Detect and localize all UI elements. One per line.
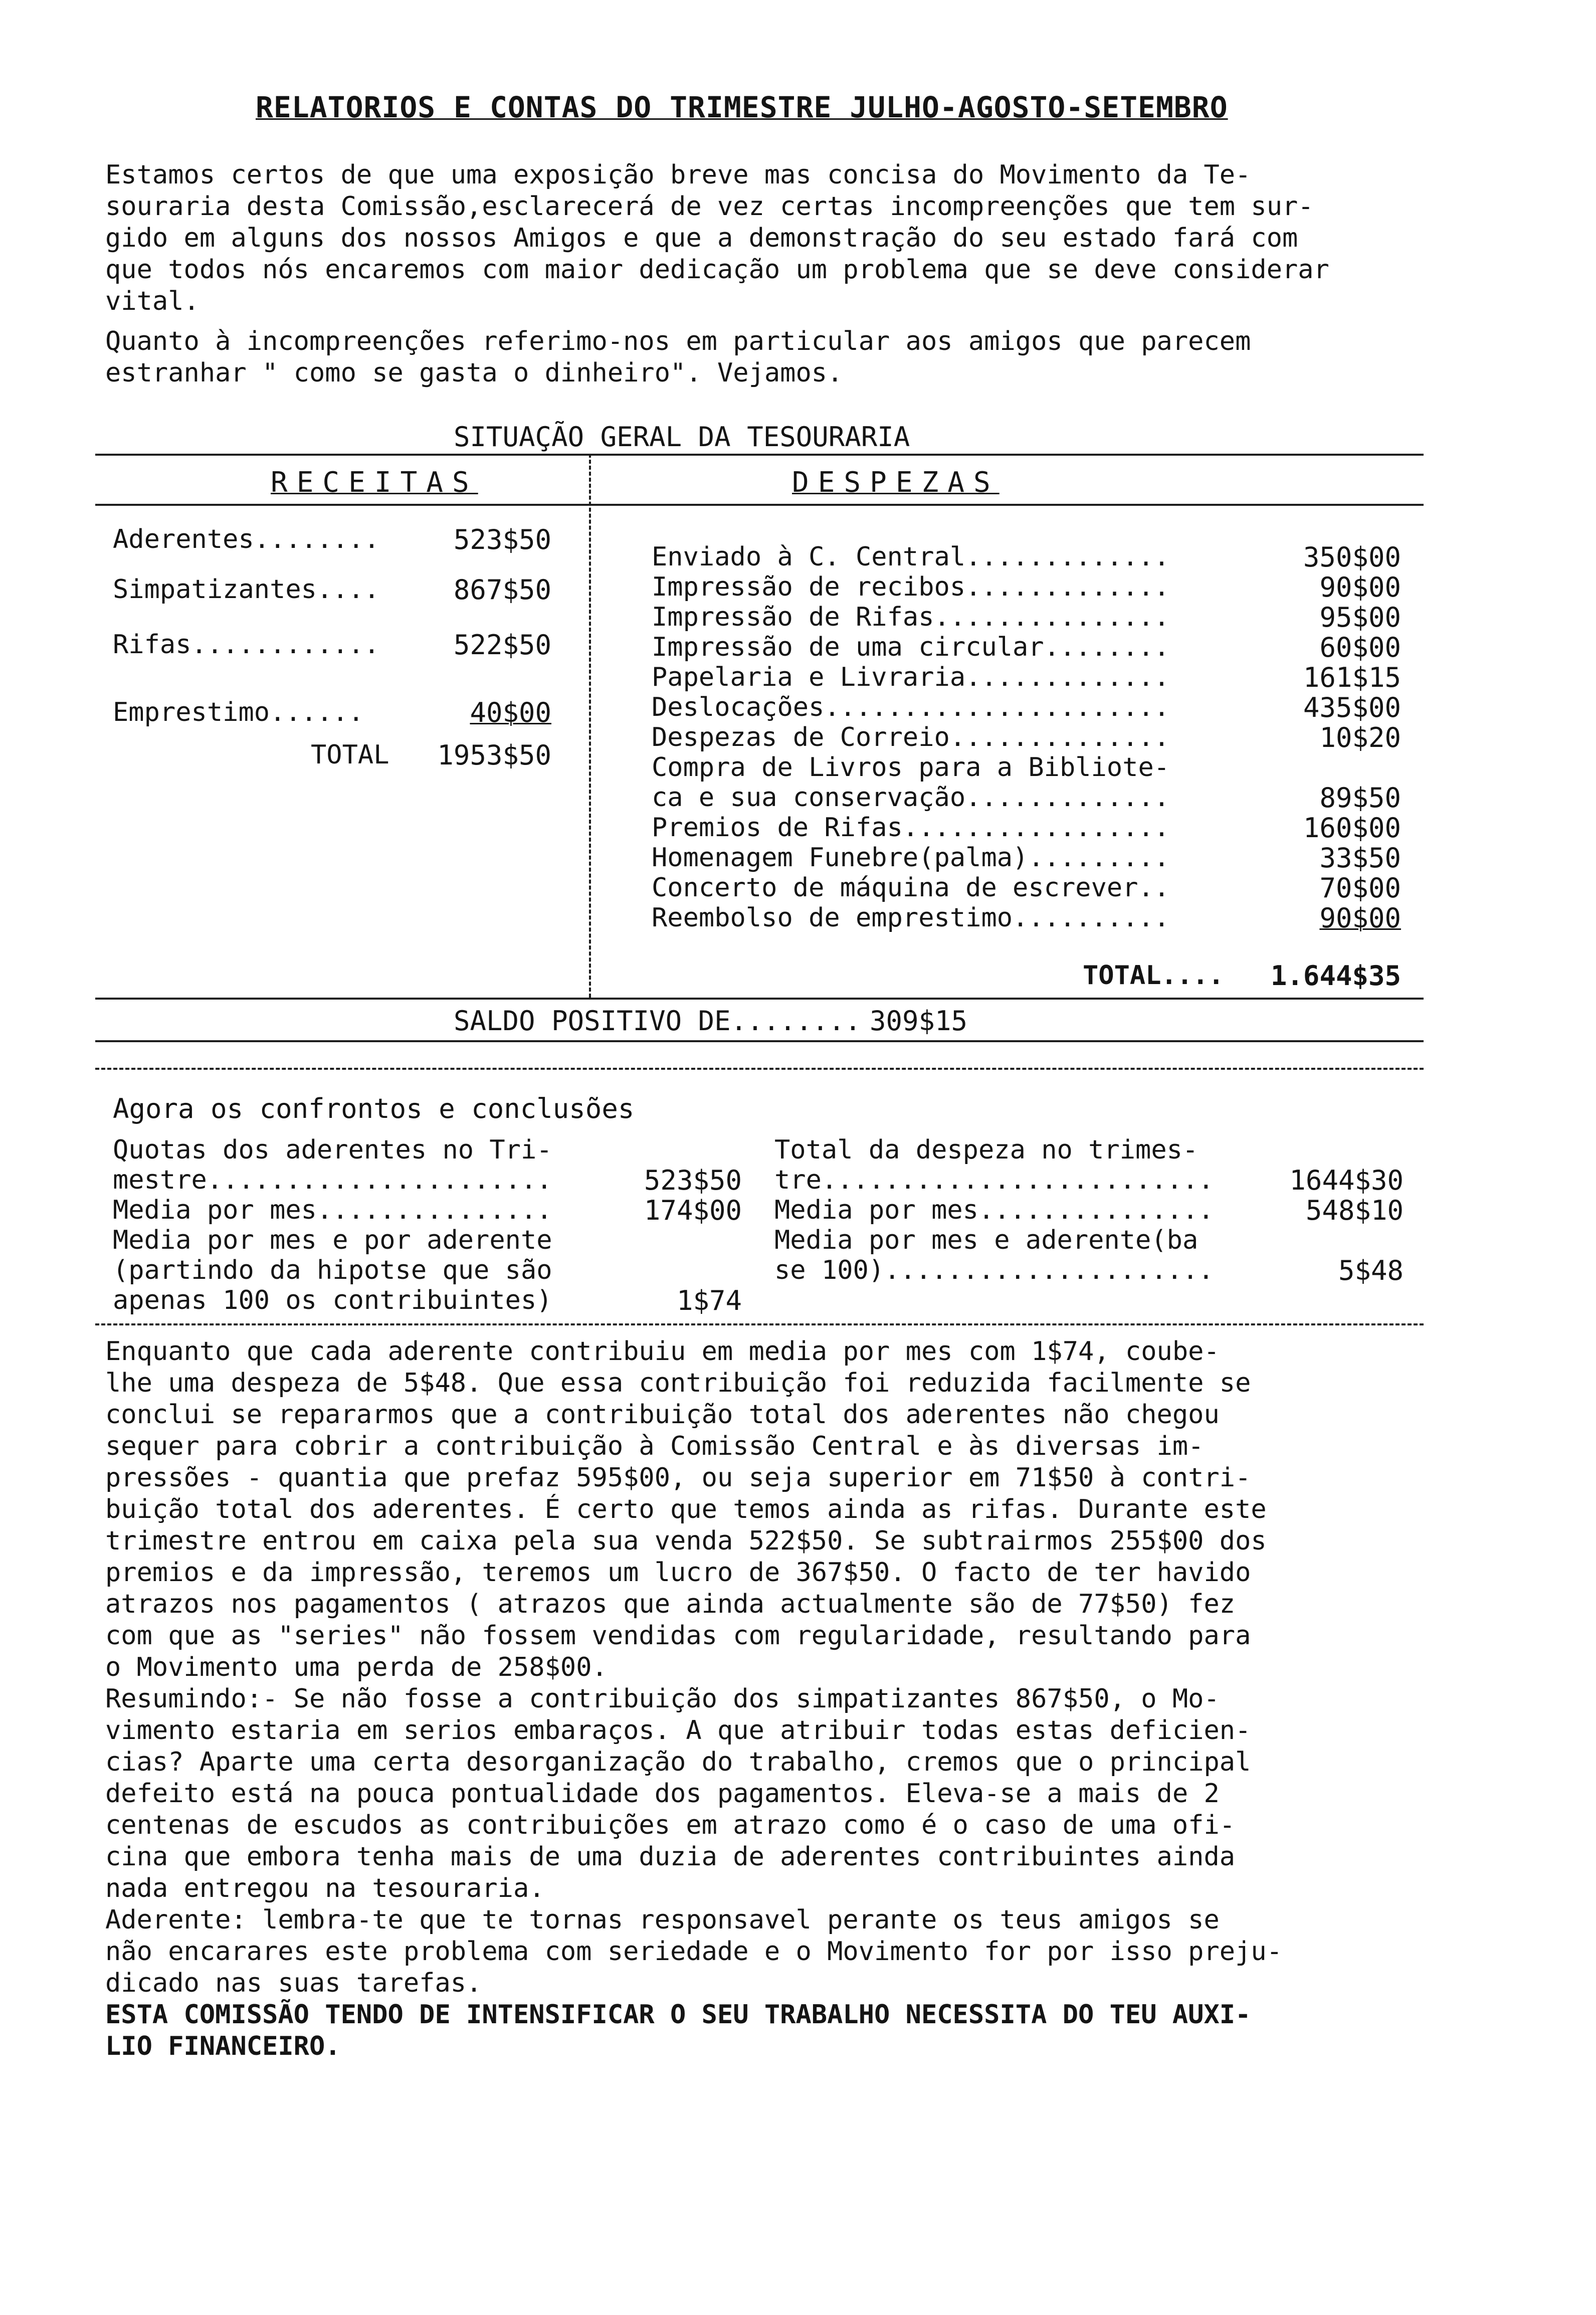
body-line: Enquanto que cada aderente contribuiu em media por mes com 1$74, coube-	[105, 1336, 1220, 1367]
receita-value: 867$50	[453, 574, 551, 606]
conclusion-right-value: 5$48	[1338, 1255, 1404, 1286]
saldo-rule	[95, 1040, 1424, 1042]
intro-line: estranhar " como se gasta o dinheiro". Vejamos.	[105, 358, 843, 388]
conclusions-dashed-rule	[95, 1323, 1424, 1325]
body-line: cias? Aparte uma certa desorganização do trabalho, cremos que o principal	[105, 1747, 1251, 1777]
body-line: Resumindo:- Se não fosse a contribuição dos simpatizantes 867$50, o Mo-	[105, 1684, 1220, 1714]
saldo-value: 309$15	[870, 1005, 968, 1037]
despeza-label: Enviado à C. Central.............	[652, 542, 1170, 572]
body-line: centenas de escudos as contribuições em atrazo como é o caso de uma ofi-	[105, 1810, 1236, 1840]
conclusion-right-value: 1644$30	[1289, 1165, 1404, 1196]
receitas-total-label: TOTAL	[311, 740, 389, 770]
despeza-value: 70$00	[1319, 872, 1401, 904]
intro-line: que todos nós encaremos com maior dedicação um problema que se deve considerar	[105, 255, 1329, 285]
conclusion-right-label: Total da despeza no trimes-	[774, 1135, 1199, 1165]
table-divider	[589, 454, 591, 998]
despeza-value: 89$50	[1319, 782, 1401, 814]
despeza-label: Compra de Livros para a Bibliote-	[652, 752, 1170, 783]
intro-line: Estamos certos de que uma exposição breve mas concisa do Movimento da Te-	[105, 160, 1251, 190]
body-line: Aderente: lembra-te que te tornas responsavel perante os teus amigos se	[105, 1905, 1220, 1935]
table-header-rule	[95, 504, 1424, 506]
receita-label: Simpatizantes....	[113, 574, 380, 605]
conclusion-left-label: Quotas dos aderentes no Tri-	[113, 1135, 552, 1165]
despeza-value: 10$20	[1319, 722, 1401, 753]
despeza-label: Impressão de Rifas...............	[652, 602, 1170, 632]
despeza-label: Impressão de recibos.............	[652, 572, 1170, 602]
despeza-label: Homenagem Funebre(palma).........	[652, 843, 1170, 873]
body-line: lhe uma despeza de 5$48. Que essa contribuição foi reduzida facilmente se	[105, 1368, 1251, 1398]
conclusion-right-label: se 100).....................	[774, 1255, 1214, 1285]
closing-line: LIO FINANCEIRO.	[105, 2031, 341, 2061]
conclusion-right-label: Media por mes e aderente(ba	[774, 1225, 1199, 1255]
body-line: trimestre entrou em caixa pela sua venda 522$50. Se subtrairmos 255$00 dos	[105, 1526, 1267, 1556]
conclusion-left-value: 174$00	[644, 1195, 742, 1226]
body-line: o Movimento uma perda de 258$00.	[105, 1652, 608, 1682]
despeza-value: 90$00	[1319, 571, 1401, 603]
conclusion-left-label: Media por mes e por aderente	[113, 1225, 552, 1255]
conclusion-left-label: apenas 100 os contribuintes)	[113, 1285, 552, 1315]
intro-line: Quanto à incompreenções referimo-nos em particular aos amigos que parecem	[105, 326, 1251, 356]
intro-line: souraria desta Comissão,esclarecerá de vez certas incompreenções que tem sur-	[105, 191, 1314, 222]
despeza-value: 90$00	[1319, 902, 1401, 934]
body-line: não encarares este problema com seriedade e o Movimento for por isso preju-	[105, 1937, 1282, 1967]
body-line: premios e da impressão, teremos um lucro de 367$50. O facto de ter havido	[105, 1558, 1251, 1588]
body-line: cina que embora tenha mais de uma duzia de aderentes contribuintes ainda	[105, 1842, 1236, 1872]
despeza-value: 350$00	[1303, 541, 1401, 573]
despezas-total: 1.644$35	[1270, 960, 1401, 992]
conclusion-right-label: Media por mes...............	[774, 1195, 1214, 1225]
despezas-total-label: TOTAL....	[1083, 960, 1224, 991]
receita-value: 523$50	[453, 524, 551, 555]
despeza-label: Concerto de máquina de escrever..	[652, 873, 1170, 903]
conclusion-right-label: tre.........................	[774, 1165, 1214, 1195]
despeza-value: 435$00	[1303, 692, 1401, 723]
conclusion-left-value: 1$74	[676, 1285, 742, 1316]
conclusion-left-label: mestre......................	[113, 1165, 552, 1195]
receita-label: Rifas............	[113, 630, 380, 660]
body-line: com que as "series" não fossem vendidas com regularidade, resultando para	[105, 1621, 1251, 1651]
receita-label: Aderentes........	[113, 524, 380, 554]
conclusion-left-label: (partindo da hipotse que são	[113, 1255, 552, 1285]
page-title: RELATORIOS E CONTAS DO TRIMESTRE JULHO-AGOSTO-SETEMBRO	[256, 90, 1228, 124]
receitas-header: RECEITAS	[271, 466, 478, 499]
intro-line: gido em alguns dos nossos Amigos e que a demonstração do seu estado fará com	[105, 223, 1298, 253]
despeza-label: Despezas de Correio..............	[652, 722, 1170, 752]
despeza-label: Reembolso de emprestimo..........	[652, 903, 1170, 933]
body-line: defeito está na pouca pontualidade dos pagamentos. Eleva-se a mais de 2	[105, 1779, 1220, 1809]
conclusion-left-label: Media por mes...............	[113, 1195, 552, 1225]
despeza-value: 33$50	[1319, 842, 1401, 874]
saldo-label: SALDO POSITIVO DE........	[454, 1005, 861, 1037]
body-line: pressões - quantia que prefaz 595$00, ou seja superior em 71$50 à contri-	[105, 1463, 1251, 1493]
body-line: dicado nas suas tarefas.	[105, 1968, 482, 1998]
despeza-value: 95$00	[1319, 602, 1401, 633]
conclusion-left-value: 523$50	[644, 1165, 742, 1196]
body-line: conclui se repararmos que a contribuição total dos aderentes não chegou	[105, 1400, 1220, 1430]
receitas-total: 1953$50	[437, 739, 551, 771]
despeza-label: ca e sua conservação.............	[652, 783, 1170, 813]
conclusion-right-value: 548$10	[1305, 1195, 1404, 1226]
despeza-label: Deslocações......................	[652, 692, 1170, 722]
receita-value: 522$50	[453, 629, 551, 661]
body-line: sequer para cobrir a contribuição à Comissão Central e às diversas im-	[105, 1431, 1204, 1461]
body-line: buição total dos aderentes. É certo que temos ainda as rifas. Durante este	[105, 1494, 1267, 1524]
closing-line: ESTA COMISSÃO TENDO DE INTENSIFICAR O SEU TRABALHO NECESSITA DO TEU AUXI-	[105, 2000, 1251, 2030]
despezas-header: DESPEZAS	[792, 466, 1000, 499]
despeza-label: Premios de Rifas.................	[652, 813, 1170, 843]
body-line: atrazos nos pagamentos ( atrazos que ainda actualmente são de 77$50) fez	[105, 1589, 1236, 1619]
despeza-label: Papelaria e Livraria.............	[652, 662, 1170, 692]
body-line: nada entregou na tesouraria.	[105, 1873, 545, 1903]
receita-value: 40$00	[470, 697, 551, 728]
despeza-value: 160$00	[1303, 812, 1401, 844]
despeza-value: 161$15	[1303, 662, 1401, 693]
table-bottom-rule	[95, 998, 1424, 1000]
intro-line: vital.	[105, 286, 200, 316]
conclusions-heading: Agora os confrontos e conclusões	[113, 1093, 635, 1124]
despeza-value: 60$00	[1319, 632, 1401, 663]
treasury-heading: SITUAÇÃO GERAL DA TESOURARIA	[454, 421, 910, 453]
table-top-rule	[95, 454, 1424, 456]
despeza-label: Impressão de uma circular........	[652, 632, 1170, 662]
body-line: vimento estaria em serios embaraços. A que atribuir todas estas deficien-	[105, 1715, 1251, 1746]
section-dashed-rule	[95, 1068, 1424, 1070]
receita-label: Emprestimo......	[113, 697, 364, 727]
